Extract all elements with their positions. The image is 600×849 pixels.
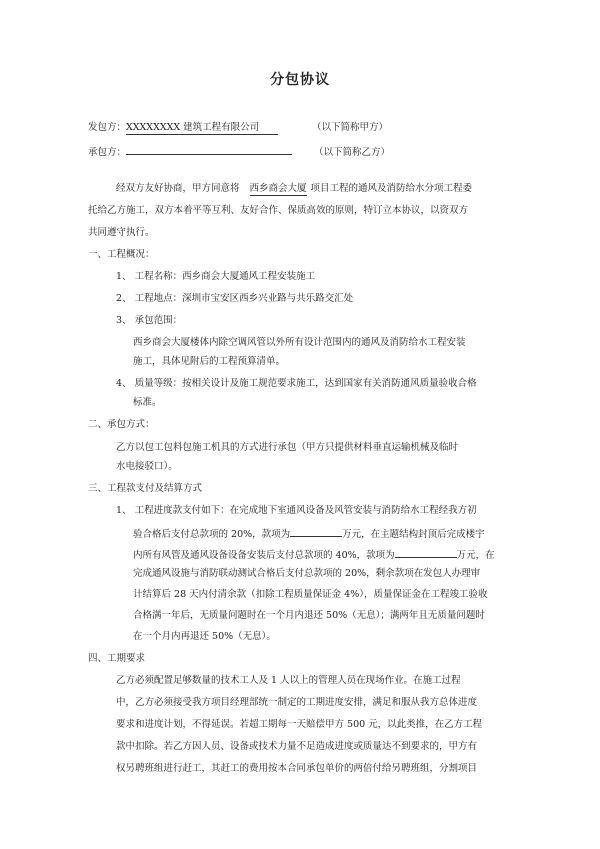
party-b-label: 承包方： xyxy=(88,147,127,158)
section-3-line-7: 在一个月内再退还 50%（无息）。 xyxy=(133,631,276,642)
section-3-line-1: 1、 工程进度款支付如下：在完成地下室通风设备及风管安装与消防给水工程经我方初 xyxy=(116,505,477,516)
section-1-item-2: 2、 工程地点：深圳市宝安区西乡兴业路与共乐路交汇处 xyxy=(116,293,354,304)
party-b-name-blank xyxy=(126,143,292,155)
amount-blank-1 xyxy=(290,525,342,537)
section-2-line-1: 乙方以包工包料包施工机具的方式进行承包（甲方只提供材料垂直运输机械及临时 xyxy=(116,442,459,453)
section-1-item-3: 3、 承包范围： xyxy=(116,315,183,326)
section-3-line-2 xyxy=(133,525,485,542)
section-3-line-2b: 万元，在主题结构封顶后完成楼宇 xyxy=(342,529,485,540)
section-4-heading: 四、工期要求 xyxy=(88,653,146,664)
intro-line-2: 托给乙方施工，双方本着平等互利、友好合作、保质高效的原则，特订立本协议，以资双方 xyxy=(88,205,469,216)
intro-line-1 xyxy=(116,182,472,196)
section-1-item-4-line-2: 标准。 xyxy=(133,397,162,408)
section-3-line-3 xyxy=(133,546,495,563)
section-3-line-4: 完成通风设施与消防联动测试合格后支付总款项的 20%，剩余款项在发包人办理审 xyxy=(133,568,481,579)
section-4-line-3: 要求和进度计划，不得延误。若超工期每一天赔偿甲方 500 元，以此类推，在乙方工程 xyxy=(116,719,483,730)
section-2-line-2: 水电接驳口）。 xyxy=(116,461,178,472)
section-4-line-4: 款中扣除。若乙方因人员、设备或技术力量不足造成进度或质量达不到要求的，甲方有 xyxy=(116,741,478,752)
section-3-line-3a: 内所有风管及通风设备设备安装后支付总款项的 40%，款项为 xyxy=(133,550,395,561)
section-2-heading: 二、承包方式： xyxy=(88,419,155,430)
section-4-line-2: 中，乙方必须接受我方项目经理部统一制定的工期进度安排，满足和服从我方总体进度 xyxy=(116,697,478,708)
section-3-heading: 三、工程款支付及结算方式 xyxy=(88,483,203,494)
section-1-heading: 一、工程概况： xyxy=(88,249,155,260)
party-b-line xyxy=(88,143,390,160)
section-1-item-3-line-2: 施工，具体见附后的工程预算清单。 xyxy=(133,356,286,367)
intro-project: 西乡商会大厦 xyxy=(249,183,307,194)
section-1-item-1: 1、 工程名称：西乡商会大厦通风工程安装施工 xyxy=(116,271,316,282)
section-4-line-5: 权另聘班组进行赶工，其赶工的费用按本合同承包单价的两倍付给另聘班组，分割项目 xyxy=(116,763,478,774)
section-3-line-5: 计结算后 28 天内付清余款（扣除工程质量保证金 4%），质量保证金在工程竣工验收 xyxy=(133,589,488,600)
party-a-label: 发包方： xyxy=(88,122,127,133)
party-a-note: （以下简称甲方） xyxy=(312,122,389,133)
intro-line-3: 共同遵守执行。 xyxy=(88,227,155,238)
section-4-line-1: 乙方必须配置足够数量的技术工人及 1 人以上的管理人员在现场作业。在施工过程 xyxy=(116,675,461,686)
section-1-item-4-line-1: 4、 质量等级：按相关设计及施工规范要求施工，达到国家有关消防通风质量验收合格 xyxy=(116,378,477,389)
section-3-line-6: 合格满一年后，无质量问题时在一个月内退还 50%（无息）；满两年且无质量问题时 xyxy=(133,610,485,621)
party-a-line xyxy=(88,121,388,135)
page-title: 分包协议 xyxy=(270,72,330,88)
section-3-line-3b: 万元，在 xyxy=(456,550,495,561)
intro-post: 项目工程的通风及消防给水分项工程委 xyxy=(310,183,473,194)
intro-pre: 经双方友好协商，甲方同意将 xyxy=(116,183,240,194)
amount-blank-2 xyxy=(395,546,457,558)
section-3-line-2a: 验合格后支付总款项的 20%，款项为 xyxy=(133,529,291,540)
party-b-note: （以下简称乙方） xyxy=(314,147,391,158)
section-1-item-3-line-1: 西乡商会大厦楼体内除空调风管以外所有设计范围内的通风及消防给水工程安装 xyxy=(133,337,466,348)
party-a-name: XXXXXXXX 建筑工程有限公司 xyxy=(126,121,278,135)
